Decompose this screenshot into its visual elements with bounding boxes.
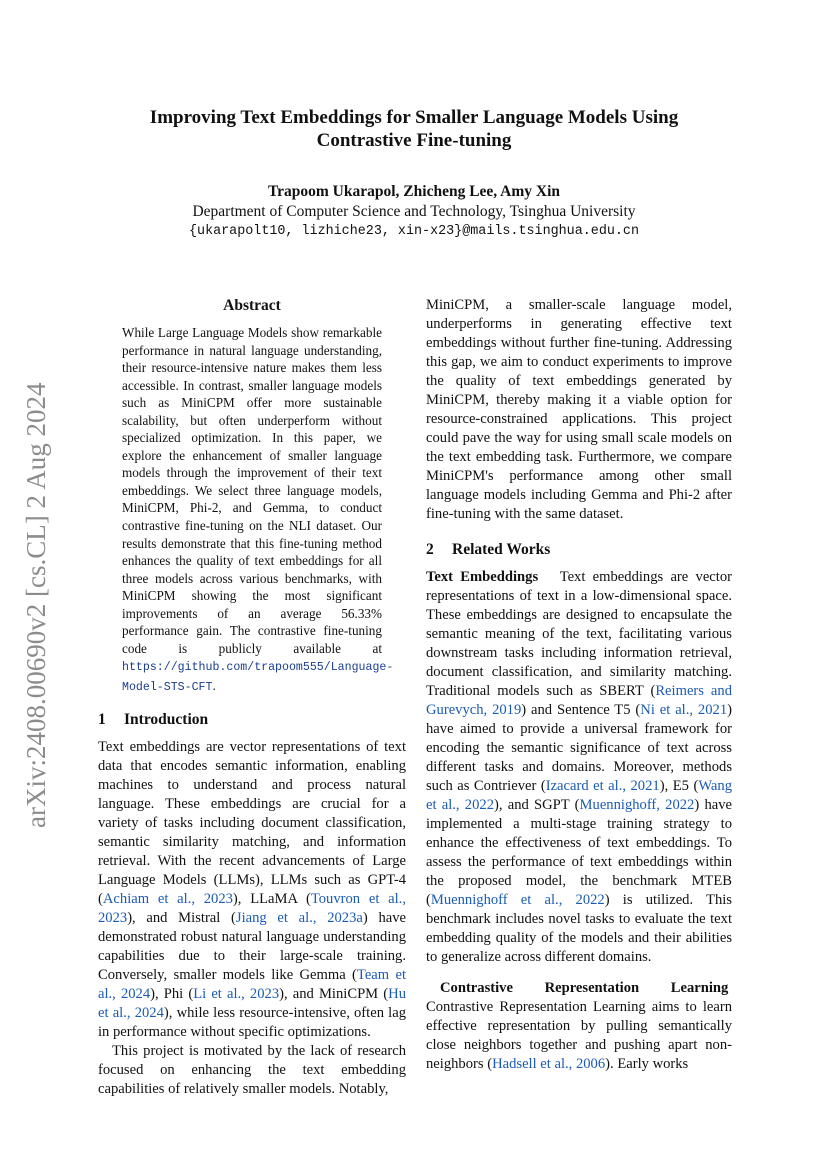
citation-link[interactable]: Muennighoff, 2022 (579, 797, 695, 813)
abstract-body: While Large Language Models show remarkable performance in natural language understanding, their resource-intensive nature makes them less accessible. In contrast, smaller language models such as MiniCPM offer more sustainable scalability, but often underperform without specialized optimization. In this paper, we explore the enhancement of smaller language models through the improvement of their text embeddings. We select three language models, MiniCPM, Phi-2, and Gemma, to conduct contrastive fine-tuning on the NLI dataset. Our results demonstrate that this fine-tuning method enhances the quality of text embeddings for all three models across various benchmarks, with MiniCPM showing the most significant improvements of an average 56.33% performance gain. The contrastive fine-tuning code is publicly available at (122, 325, 382, 656)
text-embeddings-paragraph: Text Embeddings Text embeddings are vector representations of text in a low-dimensional space. These embeddings are designed to encapsulate the semantic meaning of the text, facilitating various downstream tasks including information retrieval, document classification, and similarity matching. Traditional models such as SBERT (Reimers and Gurevych, 2019) and Sentence T5 (Ni et al., 2021) have aimed to provide a universal framework for encoding the semantic significance of text across different tasks and domains. Moreover, methods such as Contriever (Izacard et al., 2021), E5 (Wang et al., 2022), and SGPT (Muennighoff, 2022) have implemented a multi-stage training strategy to enhance the effectiveness of text embeddings. To assess the performance of text embeddings within the proposed model, the benchmark MTEB (Muennighoff et al., 2022) is utilized. This benchmark includes novel tasks to evaluate the text embedding quality of the models and their abilities to generalize across different domains. (426, 569, 732, 965)
arxiv-identifier: arXiv:2408.00690v2 [cs.CL] 2 Aug 2024 (21, 382, 51, 828)
paragraph-heading: Text Embeddings (426, 569, 539, 585)
intro-continuation: MiniCPM, a smaller-scale language model, underperforms in generating effective text embeddings without further fine-tuning. Addressing this gap, we aim to conduct experiments to improve the quality of text embeddings generated by MiniCPM, thereby making it a viable option for resource-constrained applications. This project could pave the way for using small scale models on the text embedding task. Furthermore, we compare MiniCPM's performance among other small language models including Gemma and Phi-2 after fine-tuning with the same dataset. (426, 297, 732, 522)
paper-title: Improving Text Embeddings for Smaller Language Models Using Contrastive Fine-tuning (149, 107, 679, 151)
citation-link[interactable]: Ni et al., 2021 (640, 702, 728, 718)
citation-link[interactable]: Muennighoff et al., 2022 (430, 892, 605, 908)
right-column (426, 296, 732, 1086)
citation-link[interactable]: Achiam et al., 2023 (102, 891, 233, 908)
intro-paragraph-1: Text embeddings are vector representations of text data that encodes semantic information, enabling machines to understand and process natural language. These embeddings are crucial for a variety of tasks including document classification, semantic similarity matching, and information retrieval. With the recent advancements of Large Language Models (LLMs), LLMs such as GPT-4 (Achiam et al., 2023), LLaMA (Touvron et al., 2023), and Mistral (Jiang et al., 2023a) have demonstrated robust natural language understanding capabilities due to their large-scale training. Conversely, smaller models like Gemma (Team et al., 2024), Phi (Li et al., 2023), and MiniCPM (Hu et al., 2024), while less resource-intensive, often lag in performance without specific optimizations. (98, 739, 407, 1041)
citation-link[interactable]: Jiang et al., 2023a (235, 910, 363, 927)
author-emails: {ukarapolt10, lizhiche23, xin-x23}@mails.tsinghua.edu.cn (189, 224, 639, 239)
author-list: Trapoom Ukarapol, Zhicheng Lee, Amy Xin (267, 183, 561, 200)
citation-link[interactable]: Touvron et al., 2023 (98, 891, 406, 927)
citation-link[interactable]: Team et al., 2024 (98, 967, 406, 1003)
abstract-heading: Abstract (223, 297, 281, 314)
section-heading-introduction: 1 Introduction (98, 711, 209, 729)
affiliation: Department of Computer Science and Technology, Tsinghua University (192, 203, 636, 220)
citation-link[interactable]: Wang et al., 2022 (426, 778, 732, 813)
citation-link[interactable]: Reimers and Gurevych, 2019 (426, 683, 732, 718)
section-heading-related-works: 2 Related Works (426, 541, 551, 558)
citation-link[interactable]: Li et al., 2023 (193, 986, 280, 1003)
citation-link[interactable]: Hu et al., 2024 (98, 986, 406, 1022)
contrastive-learning-paragraph: Contrastive Representation Learning Contrastive Representation Learning aims to learn effective representation by pulling semantically close neighbors together and pushing apart non-neighbors (Hadsell et al., 2006). Early works (426, 980, 732, 1072)
citation-link[interactable]: Hadsell et al., 2006 (492, 1056, 606, 1072)
left-column (98, 296, 406, 1099)
paragraph-heading: Contrastive Representation Learning (440, 980, 729, 996)
code-repository-link[interactable]: https://github.com/trapoom555/Language-Model-STS-CFT (122, 661, 394, 694)
abstract-text: While Large Language Models show remarkable performance in natural language understanding, their resource-intensive nature makes them less accessible. In contrast, smaller language models such as MiniCPM offer more sustainable scalability, but often underperform without specialized optimization. In this paper, we explore the enhancement of smaller language models through the improvement of their text embeddings. We select three language models, MiniCPM, Phi-2, and Gemma, to conduct contrastive fine-tuning on the NLI dataset. Our results demonstrate that this fine-tuning method enhances the quality of text embeddings for all three models across various benchmarks, with MiniCPM showing the most significant improvements of an average 56.33% performance gain. The contrastive fine-tuning code is publicly available at https://github.com/trapoom555/Language-Model-STS-CFT. (122, 325, 394, 694)
citation-link[interactable]: Izacard et al., 2021 (545, 778, 660, 794)
intro-paragraph-2: This project is motivated by the lack of research focused on enhancing the text embedding capabilities of relatively smaller models. Notably, (98, 1043, 406, 1098)
